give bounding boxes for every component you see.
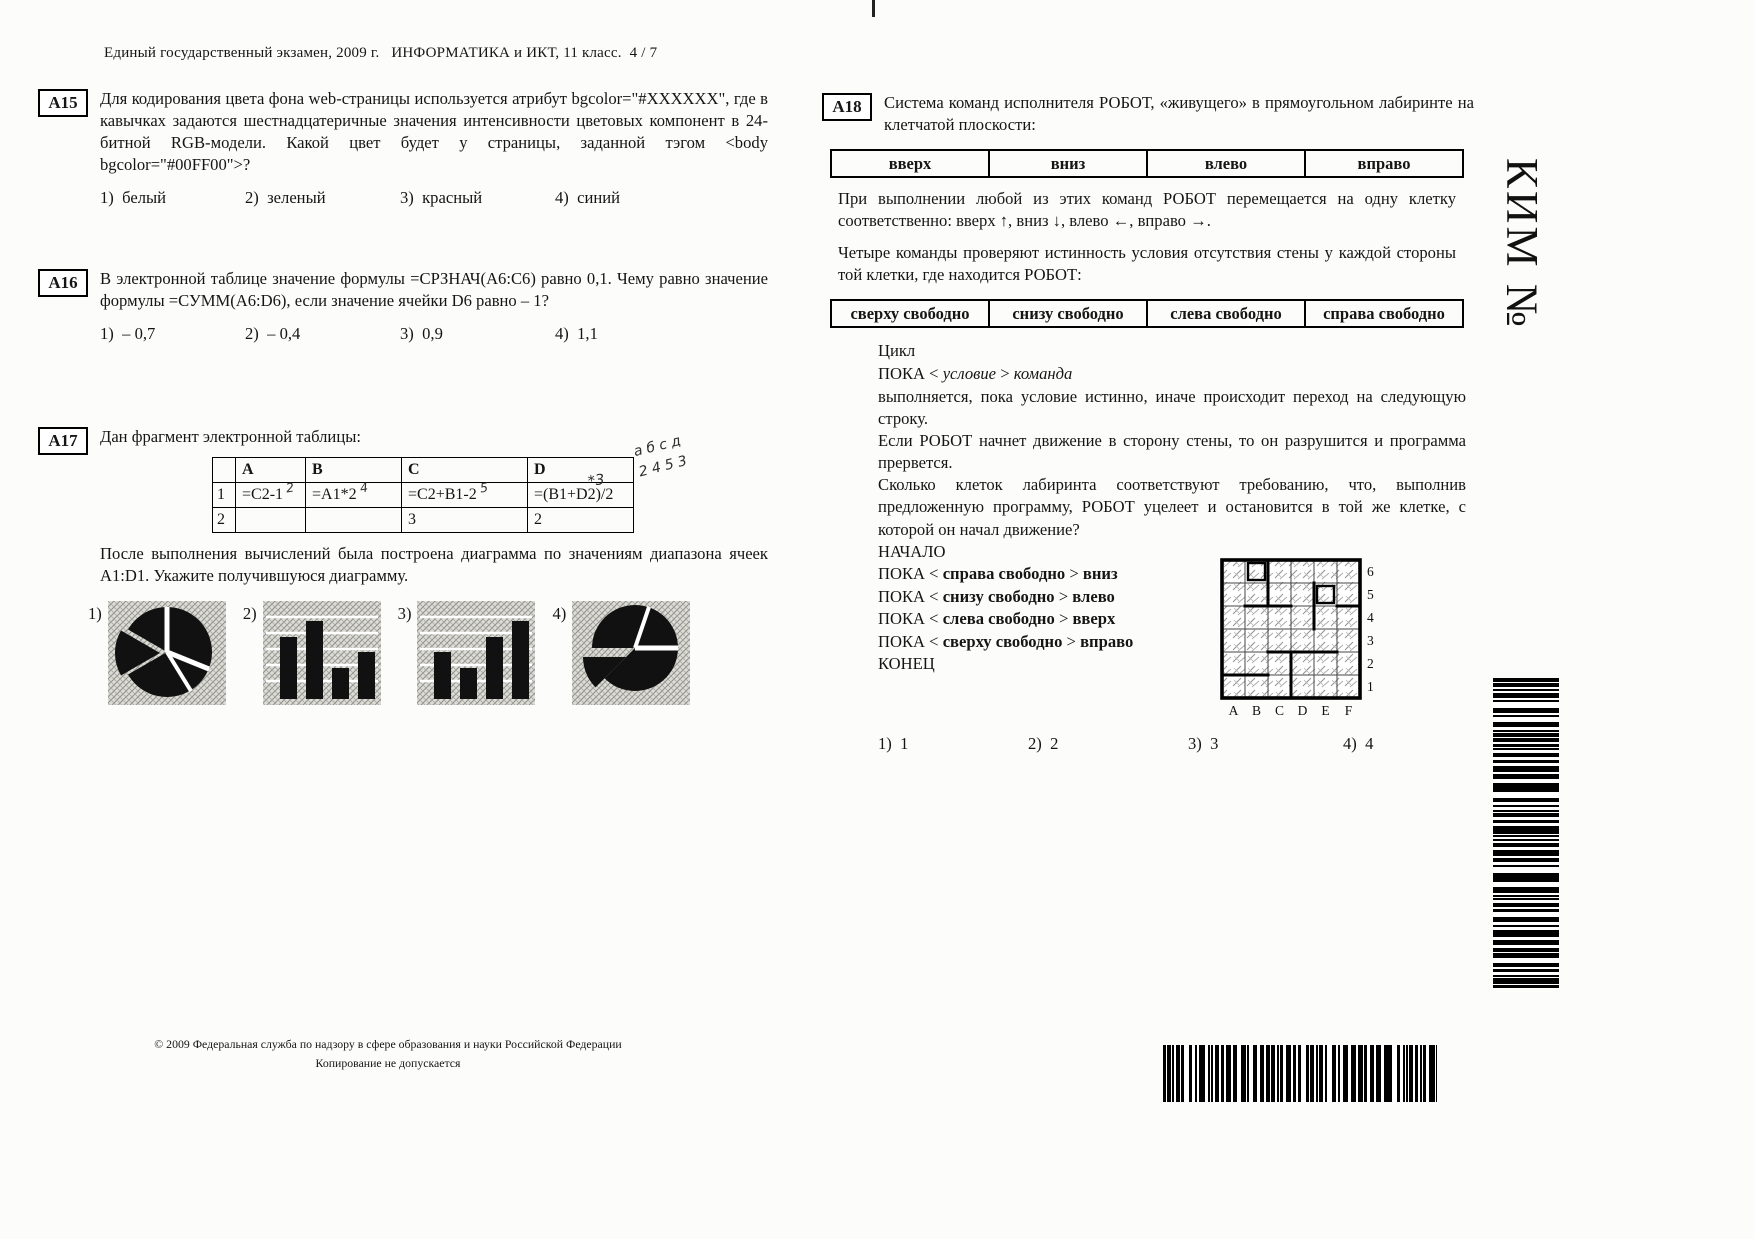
option-3: 3) 0,9 — [400, 324, 443, 344]
program-line-1: ПОКА < справа свободно > вниз — [878, 564, 1118, 584]
cycle-title: Цикл — [878, 341, 916, 361]
answer-options-a15 — [100, 187, 768, 209]
option-4: 4) синий — [555, 188, 621, 208]
program-line-3: ПОКА < слева свободно > вверх — [878, 609, 1116, 629]
question-text-a16: В электронной таблице значение формулы =СРЗНАЧ(А6:С6) равно 0,1. Чему равно значение формулы =СУММ(А6:D6), если значение ячейки D6 равно – 1? — [100, 269, 768, 311]
option-1: 1) 1 — [878, 734, 909, 753]
column-header-b: B — [306, 458, 402, 483]
cell-d1-formula: =(B1+D2)/2 — [534, 486, 614, 504]
option-2: 2) 2 — [1028, 734, 1059, 753]
command-left: влево — [1147, 150, 1305, 177]
cell-a2 — [236, 508, 306, 533]
option-3: 3) красный — [400, 188, 483, 208]
program-begin: НАЧАЛО — [878, 541, 946, 561]
question-text-a18: Сколько клеток лабиринта соответствуют требованию, что, выполнив предложенную программу, РОБОТ уцелеет и остановится в той же клетке, с которой он начал движение? — [878, 475, 1466, 539]
handwritten-note-line1: а б с д — [632, 432, 683, 461]
condition-bottom-free: снизу свободно — [989, 300, 1147, 327]
question-text-a15: Для кодирования цвета фона web-страницы используется атрибут bgcolor="#XXXXXX", где в кавычках задаются шестнадцатеричные значения интенсивности цветовых компонент в 24-битной RGB-модели. Какой цвет будет у страницы, заданной тэгом <body bgcolor="#00FF00">? — [100, 89, 768, 175]
table-header-row — [213, 458, 634, 483]
cell-c1-formula: =C2+B1-2 — [408, 486, 477, 504]
bar-chart-option-2 — [263, 601, 381, 705]
cycle-condition: условие — [942, 364, 997, 384]
cycle-bracket: > — [1000, 364, 1010, 384]
maze-row-label: 1 — [1367, 679, 1374, 694]
answer-options-a16 — [100, 323, 768, 345]
handwritten-annotation-b1: 4 — [358, 479, 369, 496]
page-header-title: Единый государственный экзамен, 2009 г. ИНФОРМАТИКА и ИКТ, 11 класс. 4 / 7 — [104, 45, 658, 61]
answer-options-a18 — [878, 734, 1373, 754]
maze-row-label: 3 — [1367, 633, 1374, 648]
maze-col-label: B — [1251, 703, 1262, 718]
footer — [148, 1035, 628, 1073]
cycle-explanation: выполняется, пока условие истинно, иначе происходит переход на следующую строку. — [878, 387, 1466, 429]
pie-chart-option-4 — [572, 601, 690, 705]
registration-mark — [872, 0, 875, 17]
column-header-d: D — [528, 458, 634, 483]
maze-row-label: 6 — [1367, 564, 1374, 579]
program-line-2: ПОКА < снизу свободно > влево — [878, 586, 1115, 606]
maze-figure — [1218, 556, 1418, 733]
question-a16 — [38, 268, 768, 345]
bar-chart-option-3 — [417, 601, 535, 705]
condition-top-free: сверху свободно — [831, 300, 989, 327]
program-line-4: ПОКА < сверху свободно > вправо — [878, 631, 1134, 651]
maze-col-label: E — [1321, 703, 1330, 718]
maze-col-label: F — [1344, 703, 1353, 718]
question-label-a15: А15 — [38, 89, 88, 117]
cycle-command: команда — [1013, 364, 1073, 384]
diagram-label: 3) — [397, 604, 412, 624]
diagram-label: 1) — [88, 604, 102, 624]
cell-c2: 3 — [402, 508, 528, 533]
command-up: вверх — [831, 150, 989, 177]
condition-left-free: слева свободно — [1147, 300, 1305, 327]
option-2: 2) – 0,4 — [245, 324, 301, 344]
handwritten-annotation-d1: *3 — [586, 471, 606, 491]
cell-d2: 2 — [528, 508, 634, 533]
cell-b2 — [306, 508, 402, 533]
diagram-option-3 — [398, 601, 536, 705]
handwritten-annotation-c1: 5 — [478, 479, 489, 496]
option-1: 1) – 0,7 — [100, 324, 156, 344]
condition-right-free: справа свободно — [1305, 300, 1463, 327]
handwritten-annotation-a1: 2 — [284, 479, 295, 496]
robot-commands-table — [830, 149, 1464, 178]
table-row-2 — [213, 508, 634, 533]
handwritten-note-line2: 2 4 5 3 — [637, 453, 689, 481]
crash-text: Если РОБОТ начнет движение в сторону стены, то он разрушится и программа прервется. — [878, 431, 1466, 473]
diagram-label: 4) — [552, 604, 567, 624]
cell-a1 — [236, 479, 306, 508]
maze-col-label: A — [1228, 703, 1239, 718]
option-2: 2) зеленый — [245, 188, 326, 208]
program-end: КОНЕЦ — [878, 654, 935, 674]
option-1: 1) белый — [100, 188, 167, 208]
row-number: 2 — [213, 508, 236, 533]
maze-row-label: 5 — [1367, 587, 1374, 602]
cell-b1 — [306, 479, 402, 508]
question-outro-a17: После выполнения вычислений была построена диаграмма по значениям диапазона ячеек А1:D1. Укажите получившуюся диаграмму. — [100, 544, 768, 586]
diagram-options-a17 — [88, 601, 768, 705]
cycle-syntax — [878, 363, 1470, 386]
side-barcode — [1493, 678, 1559, 988]
cell-d1 — [528, 483, 634, 508]
cell-b1-formula: =A1*2 — [312, 486, 357, 504]
footer-copyright: © 2009 Федеральная служба по надзору в сфере образования и науки Российской Федерации — [154, 1037, 622, 1051]
command-right: вправо — [1305, 150, 1463, 177]
maze-row-label: 2 — [1367, 656, 1374, 671]
row-number: 1 — [213, 483, 236, 508]
spreadsheet-fragment-table — [212, 457, 634, 533]
diagram-label: 2) — [242, 604, 257, 624]
question-a15 — [38, 88, 768, 209]
column-header-a: A — [236, 458, 306, 483]
command-down: вниз — [989, 150, 1147, 177]
footer-no-copying: Копирование не допускается — [315, 1055, 461, 1070]
cell-c1 — [402, 479, 528, 508]
column-header-c: C — [402, 458, 528, 483]
cell-a1-formula: =C2-1 — [242, 486, 284, 504]
question-a18 — [822, 92, 1474, 753]
option-4: 4) 1,1 — [555, 324, 598, 344]
robot-conditions-table — [830, 299, 1464, 328]
kim-number-label: КИМ № — [1497, 158, 1547, 330]
bottom-barcode — [1163, 1045, 1437, 1102]
question-label-a18: А18 — [822, 93, 872, 121]
question-intro-a17: Дан фрагмент электронной таблицы: — [100, 427, 361, 446]
question-label-a17: А17 — [38, 427, 88, 455]
question-a17 — [38, 426, 768, 705]
diagram-option-2 — [243, 601, 381, 705]
question-label-a16: А16 — [38, 269, 88, 297]
cycle-keyword: ПОКА < — [878, 364, 939, 384]
diagram-option-1 — [88, 601, 226, 705]
option-4: 4) 4 — [1343, 734, 1374, 753]
question-intro-a18: Система команд исполнителя РОБОТ, «живущего» в прямоугольном лабиринте на клетчатой плоскости: — [884, 93, 1474, 135]
pie-chart-option-1 — [108, 601, 226, 705]
robot-check-text: Четыре команды проверяют истинность условия отсутствия стены у каждой стороны той клетки, где находится РОБОТ: — [838, 243, 1456, 285]
maze-col-label: C — [1274, 703, 1285, 718]
robot-move-text: При выполнении любой из этих команд РОБОТ перемещается на одну клетку соответственно: вверх ↑, вниз ↓, влево ←, вправо →. — [838, 189, 1456, 231]
table-row-1 — [213, 483, 634, 508]
option-3: 3) 3 — [1188, 734, 1219, 753]
diagram-option-4 — [552, 601, 690, 705]
maze-grid — [1218, 556, 1418, 728]
maze-row-label: 4 — [1367, 610, 1374, 625]
maze-col-label: D — [1297, 703, 1308, 718]
